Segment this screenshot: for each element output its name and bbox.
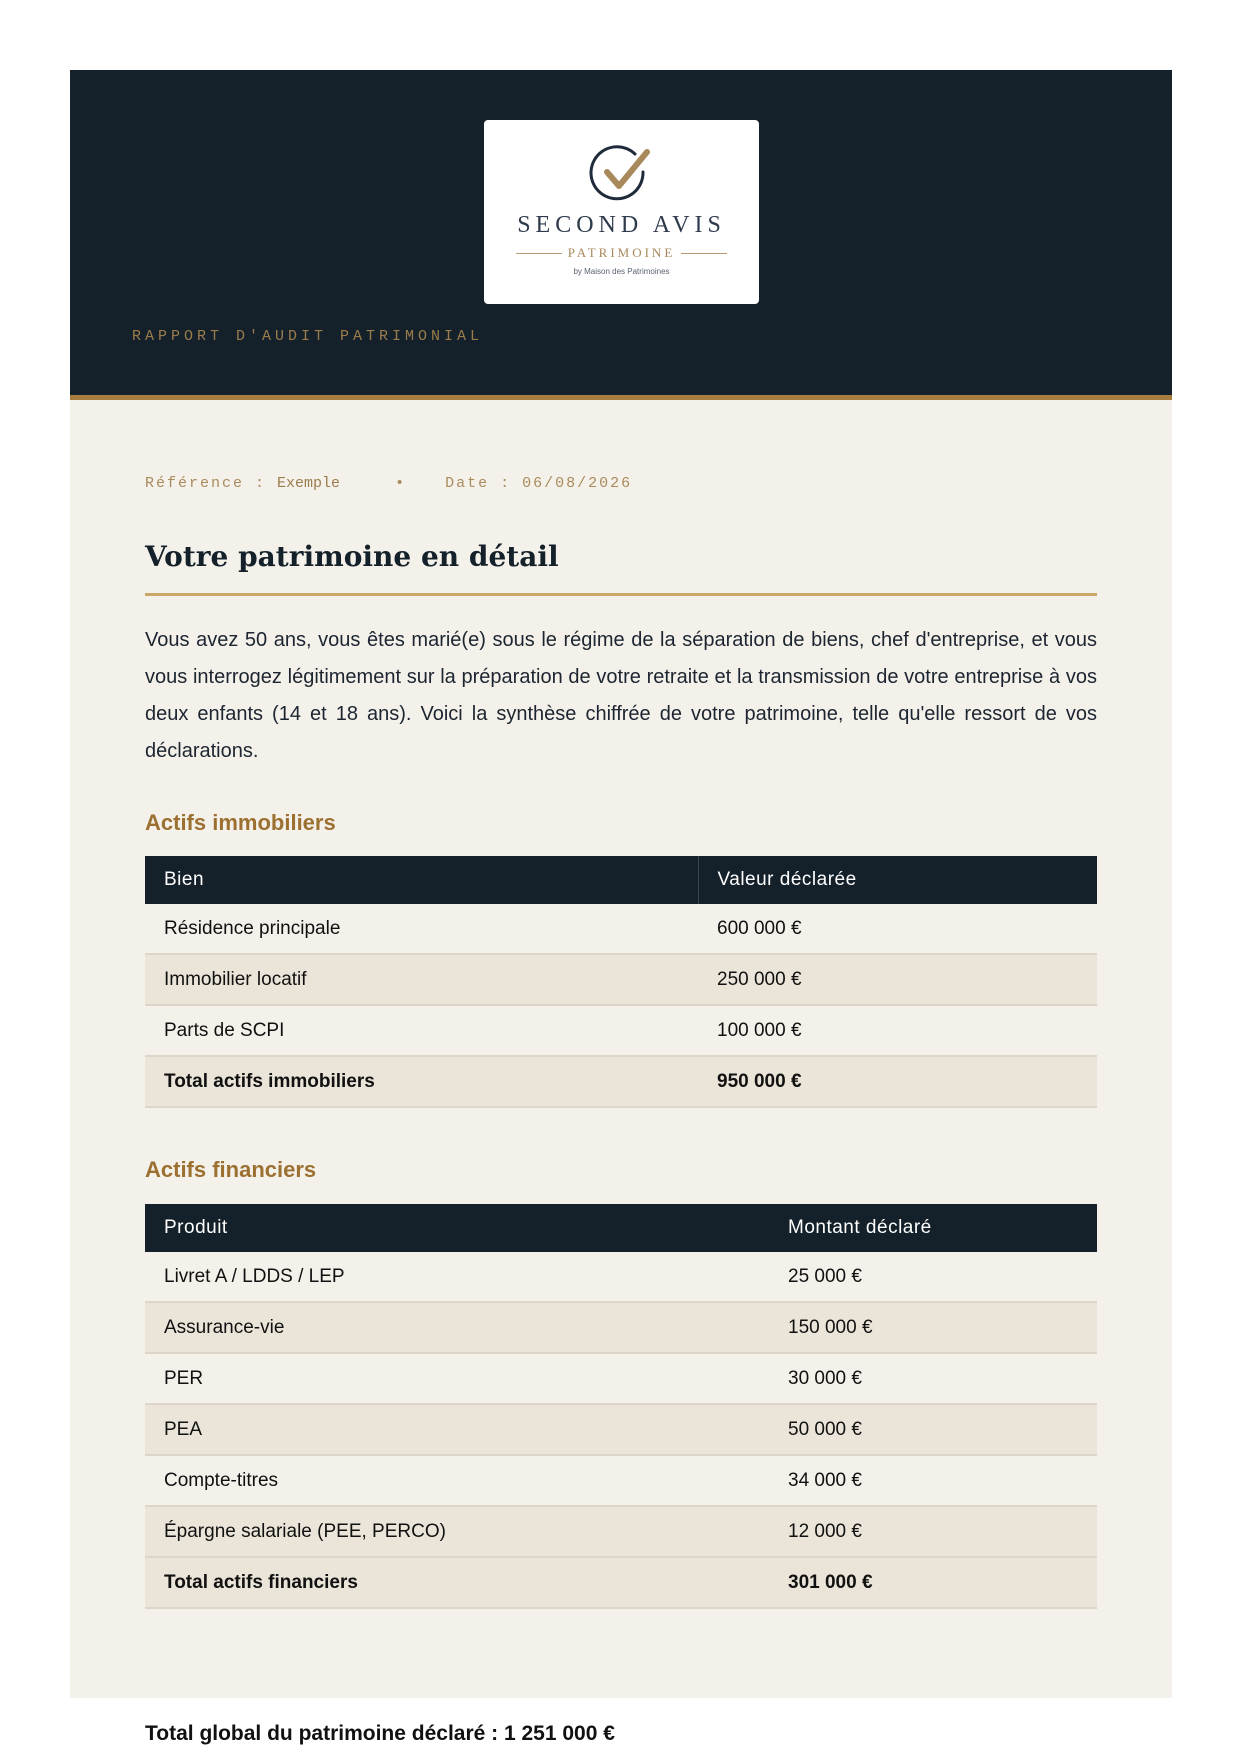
logo-divider-right — [681, 253, 727, 254]
table-row — [145, 954, 1097, 1005]
table-row — [145, 1252, 1097, 1302]
table-row — [145, 1302, 1097, 1353]
product-amount: 25 000 € — [769, 1252, 1097, 1302]
logo-tagline: by Maison des Patrimoines — [573, 267, 670, 276]
table-row — [145, 904, 1097, 954]
product-name: PEA — [145, 1404, 769, 1455]
real-estate-section-title: Actifs immobiliers — [145, 810, 336, 835]
company-logo — [484, 120, 759, 304]
financial-table — [145, 1204, 1097, 1609]
table-row — [145, 1506, 1097, 1557]
product-name: Compte-titres — [145, 1455, 769, 1506]
report-type-label: RAPPORT D'AUDIT PATRIMONIAL — [132, 328, 484, 345]
table-row — [145, 1404, 1097, 1455]
total-value: 950 000 € — [698, 1056, 1097, 1107]
table-row — [145, 1455, 1097, 1506]
logo-subtitle: PATRIMOINE — [567, 245, 676, 260]
total-label: Total actifs immobiliers — [145, 1056, 698, 1107]
checkmark-logo-icon — [589, 142, 655, 204]
logo-divider-left — [516, 253, 562, 254]
asset-name: Résidence principale — [145, 904, 698, 954]
table-row — [145, 1353, 1097, 1404]
financial-section-title: Actifs financiers — [145, 1157, 317, 1182]
meta-separator: • — [395, 475, 407, 492]
table-total-row — [145, 1056, 1097, 1107]
asset-value: 100 000 € — [698, 1005, 1097, 1056]
page-title: Votre patrimoine en détail — [145, 540, 1097, 596]
product-amount: 12 000 € — [769, 1506, 1097, 1557]
product-name: Assurance-vie — [145, 1302, 769, 1353]
product-amount: 30 000 € — [769, 1353, 1097, 1404]
table-header-row — [145, 1204, 1097, 1252]
product-name: PER — [145, 1353, 769, 1404]
reference-label: Référence : — [145, 475, 267, 492]
column-header: Produit — [145, 1204, 769, 1252]
column-header: Bien — [145, 856, 698, 904]
intro-paragraph: Vous avez 50 ans, vous êtes marié(e) sous le régime de la séparation de biens, chef d'entreprise, et vous vous interrogez légitimement sur la préparation de votre retraite et la transmission de votre entreprise à vos deux enfants (14 et 18 ans). Voici la synthèse chiffrée de votre patrimoine, telle qu'elle ressort de vos déclarations. — [145, 629, 1097, 762]
product-name: Livret A / LDDS / LEP — [145, 1252, 769, 1302]
logo-name: SECOND AVIS — [517, 212, 726, 238]
asset-name: Immobilier locatif — [145, 954, 698, 1005]
real-estate-table — [145, 856, 1097, 1108]
asset-value: 600 000 € — [698, 904, 1097, 954]
table-total-row — [145, 1557, 1097, 1608]
date-label: Date : — [445, 475, 512, 492]
total-value: 301 000 € — [769, 1557, 1097, 1608]
asset-value: 250 000 € — [698, 954, 1097, 1005]
report-page — [70, 70, 1172, 1745]
column-header: Montant déclaré — [769, 1204, 1097, 1252]
date-value: 06/08/2026 — [522, 475, 633, 492]
asset-name: Parts de SCPI — [145, 1005, 698, 1056]
product-name: Épargne salariale (PEE, PERCO) — [145, 1506, 769, 1557]
report-header — [70, 70, 1172, 400]
product-amount: 150 000 € — [769, 1302, 1097, 1353]
grand-total: Total global du patrimoine déclaré : 1 251 000 € — [145, 1722, 615, 1745]
report-meta — [145, 475, 632, 492]
total-label: Total actifs financiers — [145, 1557, 769, 1608]
table-header-row — [145, 856, 1097, 904]
product-amount: 50 000 € — [769, 1404, 1097, 1455]
logo-subtitle-row — [516, 245, 727, 261]
column-header: Valeur déclarée — [698, 856, 1097, 904]
table-row — [145, 1005, 1097, 1056]
reference-value: Exemple — [277, 475, 341, 492]
product-amount: 34 000 € — [769, 1455, 1097, 1506]
